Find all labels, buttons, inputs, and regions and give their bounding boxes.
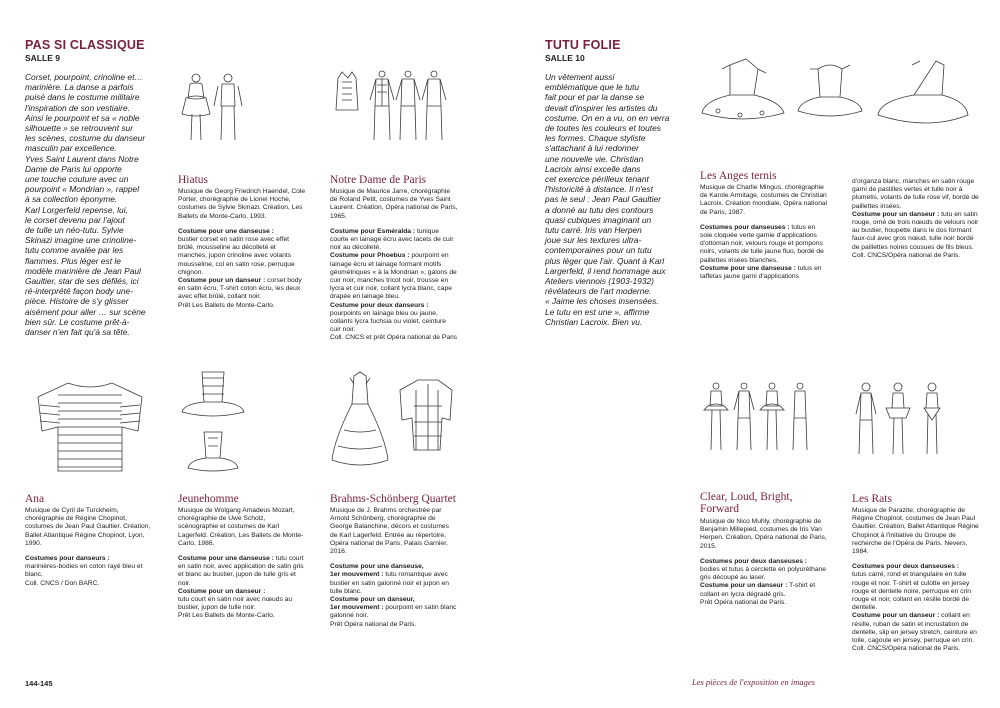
costume-heading: Costumes pour deux danseuses : xyxy=(700,557,808,565)
description-line xyxy=(852,612,982,645)
paragraph-gap xyxy=(700,551,828,558)
description-line xyxy=(178,277,306,302)
jeunehomme-costume-illustration xyxy=(178,368,248,488)
description-text: Coll. CNCS et prêt Opéra national de Paris xyxy=(330,334,458,342)
description-line xyxy=(330,228,458,253)
description-line xyxy=(330,302,458,310)
description-line xyxy=(852,211,980,252)
costume-heading: Costume pour une danseuse : xyxy=(178,555,274,563)
description-text: d'organza blanc, manches en satin rouge garni de pastilles vertes et tulle noir à plumetis, volants de tulle rose vif, bordé de paillettes irisées. xyxy=(852,178,979,210)
clear-loud-costume-illustration xyxy=(700,380,825,470)
description-line xyxy=(330,563,458,571)
intro-text-right: Un vêtement aussi emblématique que le tutu fait pour et par la danse se devait d'inspirer les artistes du costume. On en a vu, on en verra de toutes les couleurs et toutes les formes. Chaque styliste s'attachant à lui redonner une nouvelle vie. Christian Lacroix ainsi excelle dans cet exercice périlleux tenant l'historicité à distance. Il n'est pas le seul : Jean Paul Gaultier a donné au tutu des contours quasi cubiques imaginant un tutu carré. Iris van Herpen joue sur les textures ultra- contemporaines pour un tutu plus léger que l'air. Quant à Karl Largerfeld, il rend hommage aux Ateliers viennois (1903-1932) révélateurs de l'art moderne. « Jaime les choses insensées. Le tutu en est une », affirme Christian Lacroix. Bien vu. xyxy=(545,72,670,327)
description-text: Coll. CNCS / Don BARC. xyxy=(25,579,100,587)
description-line xyxy=(330,507,458,556)
description-text: tutus en soie cloquée verte garnie d'applications d'ottoman noir, velours rouge et pompons noirs, volants de tulle jaune fluo, bordé de paillettes irisées blanches. xyxy=(700,223,824,264)
description-line xyxy=(700,582,828,598)
description-line xyxy=(178,555,306,588)
costume-heading: Costume pour un danseur : xyxy=(700,582,788,590)
description-line xyxy=(852,645,982,653)
description-text: Prêt Opéra national de Paris. xyxy=(330,620,417,628)
costume-heading: 1er mouvement : xyxy=(330,604,384,612)
costume-heading: Costume pour Esméralda : xyxy=(330,227,416,235)
description-text: tutu romantique avec bustier en satin galonné noir et jupon en tulle blanc. xyxy=(330,571,449,595)
description-text: Prêt Les Ballets de Monte-Carlo. xyxy=(178,612,275,620)
description-line xyxy=(178,612,306,620)
description-line xyxy=(178,596,306,612)
description-line xyxy=(330,596,458,604)
description-line xyxy=(178,188,306,221)
les-rats-costume-illustration xyxy=(852,380,952,470)
piece-title-anges-ternis: Les Anges ternis xyxy=(700,170,777,182)
description-text: pourpoint en satin blanc galonné noir. xyxy=(330,604,457,620)
costume-heading: Costumes pour danseurs : xyxy=(25,555,110,563)
section-title-left: PAS SI CLASSIQUE xyxy=(25,38,145,52)
paragraph-gap xyxy=(700,217,828,224)
description-line xyxy=(25,555,153,563)
description-line xyxy=(700,599,828,607)
description-text: tutu court en satin noir, avec application de satin gris et blanc au bustier, jupon de tulle gris et noir. xyxy=(178,555,304,587)
anges-ternis-costume-illustration xyxy=(700,55,970,155)
piece-description-hiatus xyxy=(178,188,306,310)
description-text: tutu court en satin noir avec nœuds au bustier, jupon de tulle noir. xyxy=(178,596,293,612)
description-line xyxy=(852,563,982,571)
description-line xyxy=(330,571,458,596)
description-text: bustier corset en satin rose avec effet brûlé, mousseline au décolleté et manches, jupon crinoline avec volants mousseline, col en satin rose, perruque chignon. xyxy=(178,236,295,276)
running-footer-title: Les pièces de l'exposition en images xyxy=(692,677,815,687)
costume-heading: Costume pour une danseuse : xyxy=(700,264,796,272)
paragraph-gap xyxy=(852,556,982,563)
description-line xyxy=(852,507,982,556)
description-line xyxy=(852,178,980,211)
paragraph-gap xyxy=(178,221,306,228)
description-line xyxy=(330,188,458,221)
description-line xyxy=(700,518,828,551)
costume-heading: Costume pour une danseuse, xyxy=(330,563,424,571)
description-line xyxy=(700,265,828,281)
description-text: Musique de Nico Muhly, chorégraphie de Benjamin Millepied, costumes de Iris Van Herpen. Création, Opéra national de Paris, 2015. xyxy=(700,518,827,550)
room-label-right: SALLE 10 xyxy=(545,53,585,63)
description-text: Prêt Les Ballets de Monte-Carlo. xyxy=(178,301,275,309)
section-title-right: TUTU FOLIE xyxy=(545,38,621,52)
description-text: tutu en satin rouge, orné de trois nœuds de velours noir au bustier, houpette dans le dos formant faux-cul avec gros nœud, tulle noir bordé de paillettes noires cousues de fils bleus. xyxy=(852,210,979,251)
description-line xyxy=(25,580,153,588)
piece-description-clear-loud xyxy=(700,518,828,607)
costume-heading: Costume pour un danseur, xyxy=(330,596,415,604)
description-text: Musique de J. Brahms orchestrée par Arnold Schönberg, chorégraphie de George Balanchine, décors et costumes de Karl Lagerfeld. Entrée au répertoire, Opéra national de Paris, Palais Garnier, 2016. xyxy=(330,507,449,556)
costume-heading: Costume pour une danseuse : xyxy=(178,227,274,235)
description-text: tunique courte en lainage écru avec lacets de cuir noir au décolleté. xyxy=(330,227,454,252)
piece-description-ana xyxy=(25,507,153,588)
description-text: pourpoint en lainage écru et lainage formant motifs géométriques « à la Mondrian », galons de cuir noir, manches tricot noir, trousse en lycra et cuir noir, collant lycra blanc, cape drapée en lainage bleu. xyxy=(330,252,457,301)
description-line xyxy=(852,252,980,260)
hiatus-costume-illustration xyxy=(178,70,248,150)
description-line xyxy=(852,571,982,612)
description-line xyxy=(25,507,153,548)
room-label-left: SALLE 9 xyxy=(25,53,60,63)
description-text: tutus en taffetas jaune garni d'applications xyxy=(700,264,822,281)
costume-heading: Costume pour Phoebus : xyxy=(330,252,410,260)
description-line xyxy=(178,302,306,310)
piece-title-brahms: Brahms-Schönberg Quartet xyxy=(330,493,456,505)
description-text: collant en résille, ruban de satin et incrustation de dentelle, slip en jersey stretch, ceinture en toile, cagoule en jersey, perruque en crin. xyxy=(852,612,977,645)
piece-title-jeunehomme: Jeunehomme xyxy=(178,493,239,505)
piece-description-anges-ternis-continued xyxy=(852,178,980,260)
piece-description-brahms xyxy=(330,507,458,629)
piece-description-anges-ternis xyxy=(700,184,828,281)
piece-description-notre-dame xyxy=(330,188,458,343)
brahms-costume-illustration xyxy=(330,370,455,480)
description-text: Musique de Wolgang Amadeus Mozart, chorégraphie de Uwe Scholz, scénographie et costumes de Karl Lagerfeld. Création, Les Ballets de Monte-Carlo, 1986. xyxy=(178,507,304,547)
ana-costume-illustration xyxy=(30,375,150,475)
costume-heading: Costume pour un danseur : xyxy=(178,587,266,595)
piece-title-notre-dame: Notre Dame de Paris xyxy=(330,174,427,186)
costume-heading: Costume pour deux danseurs : xyxy=(330,301,429,309)
description-line xyxy=(330,621,458,629)
description-text: corset body en satin écru, T-shirt coton écru, les deux avec effet brûlé, collant noir. xyxy=(178,277,302,301)
paragraph-gap xyxy=(330,221,458,228)
piece-title-clear-loud: Clear, Loud, Bright, Forward xyxy=(700,491,793,515)
description-line xyxy=(700,224,828,265)
piece-description-les-rats xyxy=(852,507,982,653)
description-line xyxy=(700,558,828,566)
description-text: Musique de Maurice Jarre, chorégraphie de Roland Petit, costumes de Yves Saint Laurent. Création, Opéra national de Paris, 1965. xyxy=(330,188,458,220)
costume-heading: Costumes pour deux danseuses : xyxy=(852,563,960,571)
description-line xyxy=(330,604,458,620)
page-number: 144-145 xyxy=(25,679,53,688)
costume-heading: Costumes pour danseuses : xyxy=(700,223,790,231)
description-text: bodies et tutus à cerclette en polyuréthane gris découpé au laser. xyxy=(700,566,827,582)
description-text: Prêt Opéra national de Paris. xyxy=(700,598,787,606)
piece-title-ana: Ana xyxy=(25,493,45,505)
description-line xyxy=(178,236,306,277)
costume-heading: Costume pour un danseur : xyxy=(178,277,266,285)
piece-title-les-rats: Les Rats xyxy=(852,493,892,505)
description-text: Musique de Georg Friedrich Haendel, Cole Porter, chorégraphie de Lionel Hoche, costumes de Sylvie Skinazi. Création, Les Ballets de Monte-Carlo, 1993. xyxy=(178,188,306,220)
costume-heading: Costume pour un danseur : xyxy=(852,612,940,620)
paragraph-gap xyxy=(25,548,153,555)
description-line xyxy=(330,252,458,301)
costume-heading: Costume pour un danseur : xyxy=(852,210,940,218)
description-line xyxy=(330,334,458,342)
intro-text-left: Corset, pourpoint, crinoline et… marinière. La danse a parfois puisé dans le costume militaire l'inspiration de son vestiaire. Ainsi le pourpoint et sa « noble silhouette » se retrouvent sur les scènes, costume du danseur masculin par excellence. Yves Saint Laurent dans Notre Dame de Paris lui opporte une touche couture avec un pourpoint « Mondrian », rappel à sa collection éponyme. Karl Lorgerfeld repense, lui, le corset devenu par l'ajout de tulle un néo-tutu. Sylvie Skinazi imagine une crinoline- tutu comme avalée par les flammes. Plus léger est le modèle marinière de Jean Paul Gaultier, star de ses défilés, ici ré-interprété façon body une- pièce. Histoire de s'y glisser aisément pour aller … sur scène bien sûr. Le costume prêt-à- danser n'en fait qu'à sa tête. xyxy=(25,72,146,338)
description-text: Musique de Charlie Mingus, chorégraphie de Karole Armitage, costumes de Christian Lacroix. Création mondiale, Opéra national de Paris, 1987. xyxy=(700,184,828,216)
description-text: marinières-bodies en coton rayé bleu et blanc. xyxy=(25,563,143,579)
description-line xyxy=(178,588,306,596)
description-text: Coll. CNCS/Opéra national de Paris. xyxy=(852,645,961,653)
paragraph-gap xyxy=(330,556,458,563)
description-line xyxy=(178,507,306,548)
piece-description-jeunehomme xyxy=(178,507,306,621)
description-line xyxy=(25,563,153,579)
description-text: Musique de Cyril de Turckheim, chorégraphie de Régine Chopinot, costumes de Jean Paul Gaultier. Création, Ballet Atlantique Régine Chopinot, Lyon, 1990. xyxy=(25,507,151,547)
description-text: Coll. CNCS/Opéra national de Paris. xyxy=(852,251,961,259)
description-line xyxy=(700,184,828,217)
description-line xyxy=(700,566,828,582)
piece-title-hiatus: Hiatus xyxy=(178,174,209,186)
description-line xyxy=(178,228,306,236)
description-text: pourpoints en lainage bleu ou jaune, collants lycra fuchsia ou violet, ceinture cuir noir. xyxy=(330,309,446,334)
description-text: tutus carré, rond et triangulaire en tulle rouge et noir. T-shirt et culotte en jersey rouge et dentelle noire, perruque en crin rouge et noir, collant en résille bordé de dentelle. xyxy=(852,571,971,612)
description-line xyxy=(330,310,458,335)
description-text: T-shirt et collant en lycra dégradé gris. xyxy=(700,582,816,598)
paragraph-gap xyxy=(178,548,306,555)
costume-heading: 1er mouvement : xyxy=(330,571,384,579)
description-text: Musique de Parazite, chorégraphie de Régine Chopinot, costumes de Jean Paul Gaultier. Création, Ballet Atlantique Régine Chopinot à l'initiative du Groupe de recherche de l'Opéra de Paris. Nevers, 1984. xyxy=(852,507,979,556)
notre-dame-costume-illustration xyxy=(330,70,450,150)
